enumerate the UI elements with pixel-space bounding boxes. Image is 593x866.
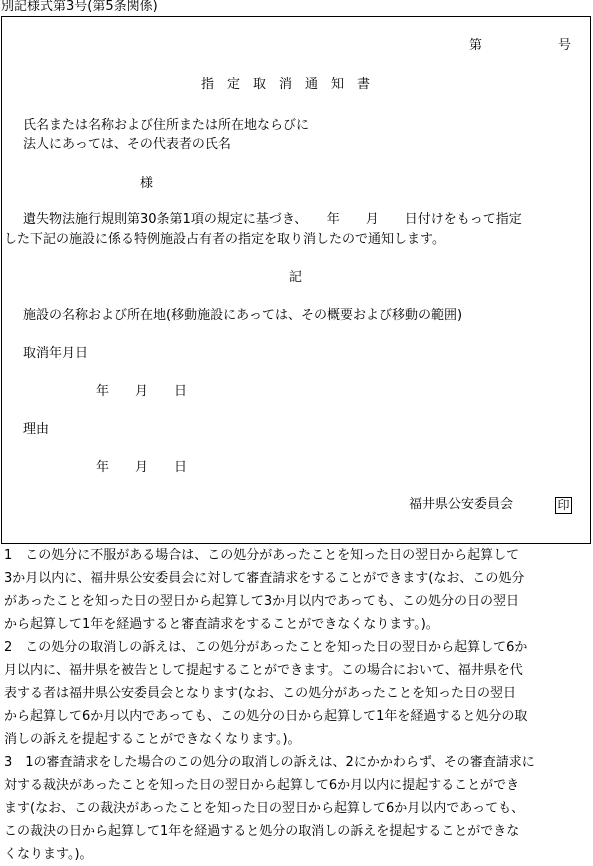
- note-line: 3か月以内に、福井県公安委員会に対して審査請求をすることができます(なお、この処分: [4, 571, 525, 586]
- note-line: 消しの訴えを提起することができなくなります。)。: [4, 732, 301, 747]
- note-line: 2 この処分の取消しの訴えは、この処分があったことを知った日の翌日から起算して6か: [4, 640, 528, 655]
- note-line: 1 この処分に不服がある場合は、この処分があったことを知った日の翌日から起算して: [4, 548, 520, 563]
- revocation-date-blank: 年 月 日: [96, 384, 188, 399]
- note-line: 3 1の審査請求をした場合のこの処分の取消しの訴えは、2にかかわらず、その審査請求に: [4, 755, 535, 770]
- note-line: 対する裁決があったことを知った日の翌日から起算して6か月以内に提起することができ: [4, 778, 520, 793]
- note-line: から起算して6か月以内であっても、この処分の日から起算して1年を経過すると処分の取: [4, 709, 528, 724]
- note-3: [4, 751, 590, 866]
- addressee-line-2: 法人にあっては、その代表者の氏名: [23, 137, 231, 152]
- issuer-name: 福井県公安委員会: [409, 497, 514, 512]
- honorific-sama: 様: [140, 176, 154, 191]
- note-line: 表する者は福井県公安委員会となります(なお、この処分があったことを知った日の翌日: [4, 686, 516, 701]
- body-text-line-2: した下記の施設に係る特例施設占有者の指定を取り消したので通知します。: [4, 232, 445, 247]
- note-1: [4, 544, 590, 636]
- addressee-line-1: 氏名または名称および住所または所在地ならびに: [23, 118, 310, 133]
- note-line: があったことを知った日の翌日から起算して3か月以内であっても、この処分の日の翌日: [4, 594, 520, 609]
- number-prefix: 第: [469, 38, 483, 53]
- reason-label: 理由: [23, 422, 50, 437]
- note-line: この裁決の日から起算して1年を経過すると処分の取消しの訴えを提起することができな: [4, 824, 520, 839]
- note-line: ます(なお、この裁決があったことを知った日の翌日から起算して6か月以内であっても、: [4, 801, 525, 816]
- facility-item: 施設の名称および所在地(移動施設にあっては、その概要および移動の範囲): [23, 308, 463, 323]
- number-suffix: 号: [558, 38, 572, 53]
- note-2: [4, 636, 590, 751]
- note-line: くなります。)。: [4, 847, 93, 862]
- ki-heading: 記: [289, 270, 303, 285]
- note-line: から起算して1年を経過すると審査請求をすることができなくなります。)。: [4, 617, 439, 632]
- form-reference: 別記様式第3号(第5条関係): [1, 0, 158, 14]
- reason-date-blank: 年 月 日: [96, 460, 188, 475]
- body-text-line-1: 遺失物法施行規則第30条第1項の規定に基づき、 年 月 日付けをもって指定: [23, 212, 522, 227]
- note-line: 月以内に、福井県を被告として提起することができます。この場合において、福井県を代: [4, 663, 523, 678]
- revocation-date-label: 取消年月日: [23, 346, 89, 361]
- seal-box: 印: [555, 497, 572, 514]
- notice-title: 指定取消通知書: [201, 77, 384, 92]
